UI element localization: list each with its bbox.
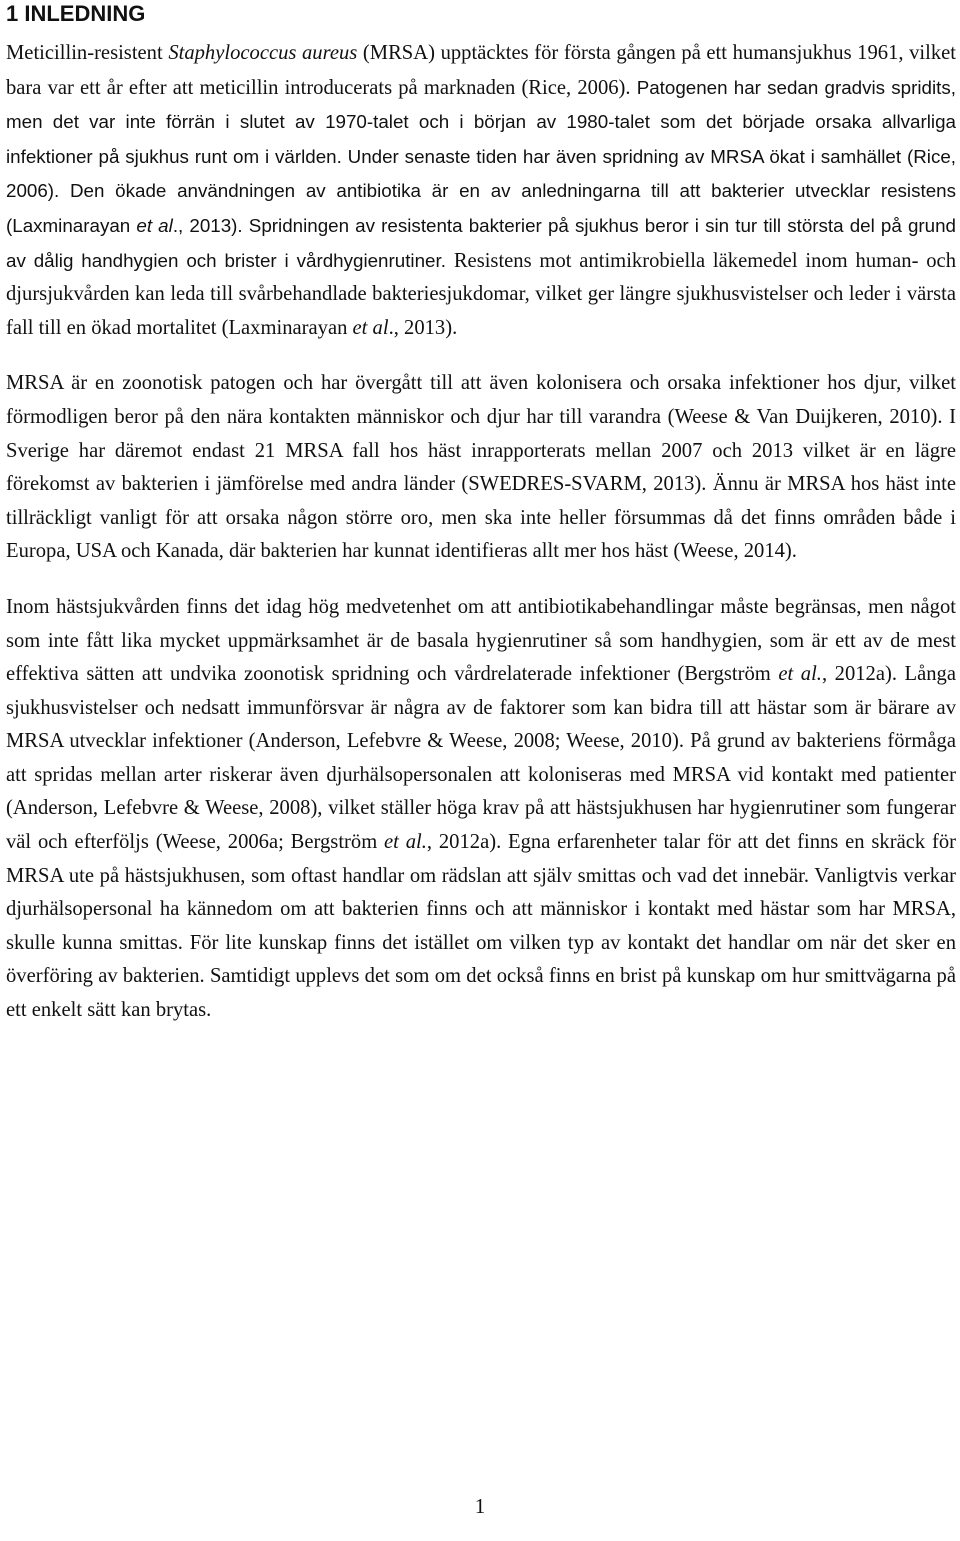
document-page bbox=[6, 0, 956, 1050]
paragraph-1-segment: ., 2013). bbox=[388, 316, 458, 339]
paragraph-3-segment: , 2012a). Långa sjukhusvistelser och nedsatt immunförsvar är några av de faktorer som kan bidra till att hästar som är bärare av MRSA utvecklar infektioner (Anderson, Lefebvre & Weese, 2008; Weese, 2010). På grund av bakteriens förmåga att spridas mellan arter riskerar även djurhälsopersonalen att koloniseras med MRSA vid kontakt med patienter (Anderson, Lefebvre & Weese, 2008), vilket ställer höga krav på att hästsjukhusen har hygienrutiner som fungerar väl och efterföljs (Weese, 2006a; Bergström bbox=[6, 663, 956, 854]
paragraph-3-segment: et al. bbox=[778, 663, 822, 686]
paragraph-2-segment: MRSA är en zoonotisk patogen och har övergått till att även kolonisera och orsaka infektioner hos djur, vilket förmodligen beror på den nära kontakten människor och djur har till varandra (Weese & Van Duijkeren, 2010). I Sverige har däremot endast 21 MRSA fall hos häst inrapporterats mellan 2007 och 2013 vilket är en lägre förekomst av bakterien i jämförelse med andra länder (SWEDRES-SVARM, 2013). Ännu är MRSA hos häst inte tillräckligt vanligt för att orsaka någon större oro, men ska inte heller försummas då det finns områden både i Europa, USA och Kanada, där bakterien har kunnat identifieras allt mer hos häst (Weese, 2014). bbox=[6, 372, 956, 563]
paragraph-1-segment: Resistens mot antimikrobiella läkemedel inom human- och djursjukvården kan leda till svårbehandlade bakteriesjukdomar, vilket ger längre sjukhusvistelser och leder i värsta fall till en ökad mortalitet (Laxminarayan bbox=[6, 249, 956, 339]
paragraph-1-segment: Spridningen av resistenta bakterier på sjukhus beror i sin tur till största del på grund av dålig handhygien och brister i vårdhygienrutiner. bbox=[6, 214, 956, 271]
paragraph-1-segment: Staphylococcus aureus bbox=[168, 42, 358, 64]
paragraph-1-segment: Patogenen har sedan gradvis spridits, men det var inte förrän i slutet av 1970-talet och i början av 1980-talet som det började orsaka allvarliga infektioner på sjukhus runt om i världen. Under senaste tiden har även spridning av MRSA ökat i samhället (Rice, 2006). Den ökade användningen av antibiotika är en av anledningarna till att bakterier utvecklar resistens (Laxminarayan bbox=[6, 76, 956, 236]
paragraph-1-segment: (MRSA) upptäcktes för första gången på ett humansjukhus 1961, vilket bara var ett år efter att meticillin introducerats på marknaden (Rice, 2006). bbox=[6, 42, 957, 99]
paragraph-3-segment: et al. bbox=[384, 831, 427, 854]
paragraph-1-segment: Meticillin-resistent bbox=[6, 42, 169, 64]
paragraph-3-segment: , 2012a). Egna erfarenheter talar för att det finns en skräck för MRSA ute på hästsjukhusen, som oftast handlar om rädslan att själv smittas och vad det innebär. Vanligtvis verkar djurhälsopersonal ha kännedom om att bakterien finns och att människor i kontakt med hästar som har MRSA, skulle kunna smittas. För lite kunskap finns det istället om vilken typ av kontakt det handlar om när det sker en överföring av bakterien. Samtidigt upplevs det som om det också finns en brist på kunskap om hur smittvägarna på ett enkelt sätt kan brytas. bbox=[6, 831, 956, 1022]
paragraph-3-segment: Inom hästsjukvården finns det idag hög medvetenhet om att antibiotikabehandlingar måste begränsas, men något som inte fått lika mycket uppmärksamhet är de basala hygienrutiner så som handhygien, som är ett av de mest effektiva sätten att undvika zoonotisk spridning och vårdrelaterade infektioner (Bergström bbox=[6, 595, 956, 686]
paragraph-1-segment: ., 2013). bbox=[172, 214, 249, 236]
paragraph-1 bbox=[6, 37, 956, 345]
paragraph-3 bbox=[6, 591, 956, 1028]
paragraph-2 bbox=[6, 367, 956, 569]
section-heading: 1 INLEDNING bbox=[6, 1, 146, 26]
page-number: 1 bbox=[474, 1494, 486, 1518]
paragraph-1-segment: et al bbox=[352, 316, 389, 339]
paragraph-1-segment: et al bbox=[136, 214, 173, 236]
